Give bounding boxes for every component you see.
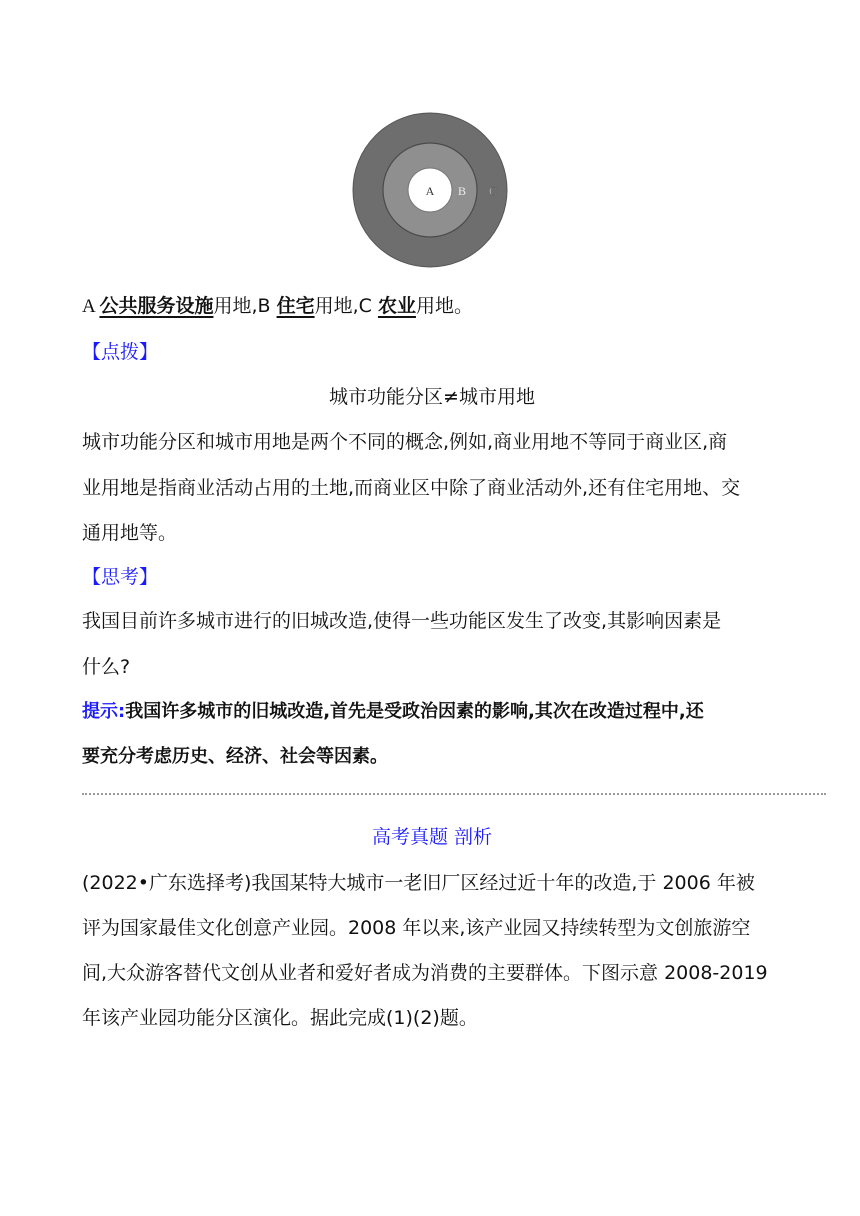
gaokao-line-1: (2022•广东选择考)我国某特大城市一老旧厂区经过近十年的改造,于 2006 年被: [82, 872, 755, 894]
answer-b-term: 住宅: [276, 295, 315, 317]
section-divider: [82, 793, 826, 795]
dianbo-heading: 【点拨】: [82, 341, 159, 363]
gaokao-line-4: 年该产业园功能分区演化。据此完成(1)(2)题。: [82, 1007, 478, 1029]
answer-a-letter: A: [82, 296, 100, 317]
dianbo-line-2: 业用地是指商业活动占用的土地,而商业区中除了商业活动外,还有住宅用地、交: [82, 477, 741, 499]
dianbo-line-3: 通用地等。: [82, 522, 178, 544]
dianbo-title: 城市功能分区≠城市用地: [329, 386, 535, 408]
gaokao-heading: 高考真题 剖析: [371, 826, 493, 848]
gaokao-line-2: 评为国家最佳文化创意产业园。2008 年以来,该产业园又持续转型为文创旅游空: [82, 917, 751, 939]
answer-a-term: 公共服务设施: [99, 295, 214, 317]
sikao-line-2: 什么?: [82, 656, 131, 678]
answer-line: [82, 294, 782, 319]
sikao-heading: 【思考】: [82, 566, 159, 588]
label-b: B: [457, 184, 467, 198]
concentric-land-use-diagram: [352, 112, 508, 268]
label-a: A: [425, 184, 435, 198]
gaokao-line-3: 间,大众游客替代文创从业者和爱好者成为消费的主要群体。下图示意 2008-2019: [82, 962, 768, 984]
label-c: C: [488, 184, 498, 198]
sikao-line-1: 我国目前许多城市进行的旧城改造,使得一些功能区发生了改变,其影响因素是: [82, 610, 722, 632]
hint-line-2: 要充分考虑历史、经济、社会等因素。: [82, 746, 388, 767]
answer-c-term: 农业: [377, 295, 416, 317]
answer-b-suffix: 用地,C: [314, 295, 378, 317]
hint-text-1: 我国许多城市的旧城改造,首先是受政治因素的影响,其次在改造过程中,还: [125, 701, 704, 722]
dianbo-line-1: 城市功能分区和城市用地是两个不同的概念,例如,商业用地不等同于商业区,商: [82, 431, 728, 453]
answer-c-suffix: 用地。: [415, 295, 473, 317]
answer-a-suffix: 用地,B: [213, 295, 277, 317]
hint-label: 提示:: [82, 701, 126, 722]
hint-line-1: [82, 700, 782, 724]
